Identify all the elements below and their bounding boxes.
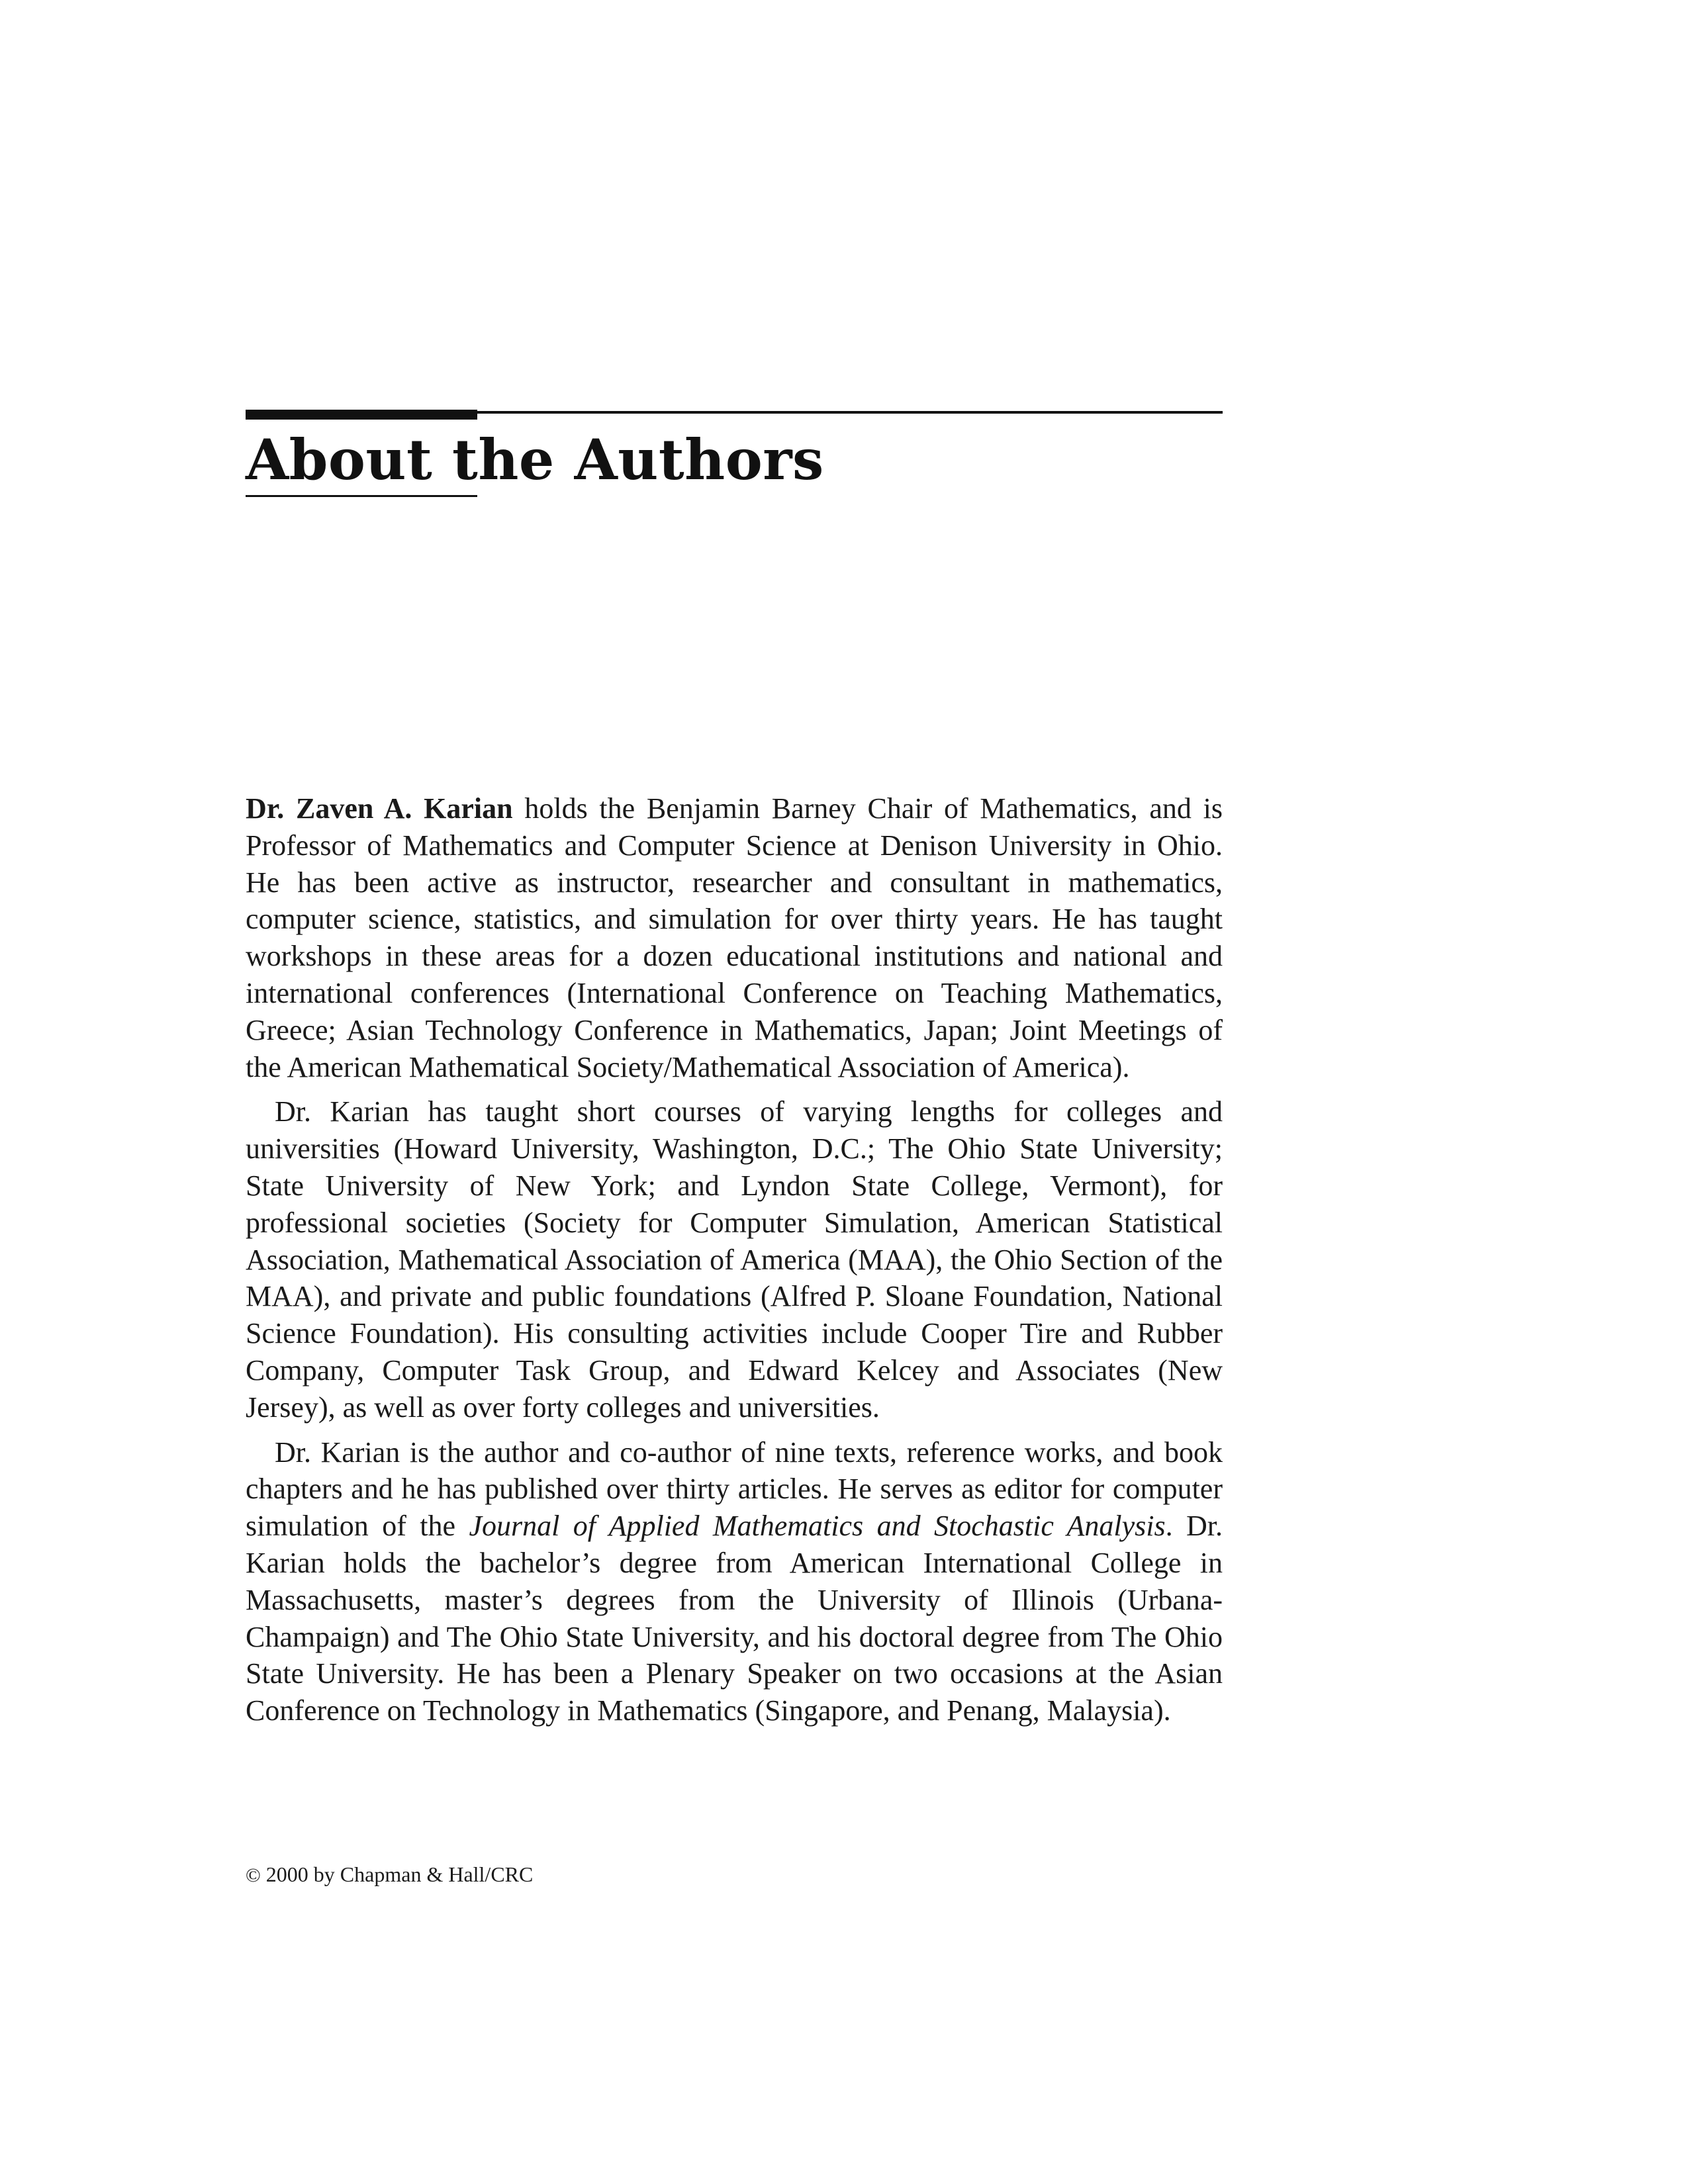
chapter-title: About the Authors [246,427,824,492]
author-name: Dr. Zaven A. Karian [246,792,513,825]
body-text [246,790,1223,1737]
journal-title: Journal of Applied Mathematics and Stochastic Analysis [469,1510,1166,1543]
bio-paragraph-3-before: Dr. Karian is the author and co-author of nine texts, reference works, and book chapters and he has published over thirty articles. He serves as editor for computer simulation of the [246,1435,1223,1543]
bio-paragraph-2: Dr. Karian has taught short courses of varying lengths for colleges and universities (Howard University, Washington, D.C.; The Ohio State University; State University of New York; and Lyndon State College, Vermont), for professional societies (Society for Computer Simulation, American Statistical Association, Mathematical Association of America (MAA), the Ohio Section of the MAA), and private and public foundations (Alfred P. Sloane Foundation, National Science Foundation). His consulting activities include Cooper Tire and Rubber Company, Computer Task Group, and Edward Kelcey and Associates (New Jersey), as well as over forty colleges and universities. [246,1095,1223,1424]
footer-text: 2000 by Chapman & Hall/CRC [265,1862,534,1886]
bio-paragraph-3 [246,1434,1223,1729]
rule-under-title [246,495,477,497]
bio-paragraph-1 [246,790,1223,1085]
footer [246,1861,533,1889]
bio-paragraph-3-after: . Dr. Karian holds the bachelor’s degree from American International College in Massachusetts, master’s degrees from the University of Illinois (Urbana-Champaign) and The Ohio State University, and his doctoral degree from The Ohio State University. He has been a Plenary Speaker on two occasions at the Asian Conference on Technology in Mathematics (Singapore, and Penang, Malaysia). [246,1510,1223,1727]
copyright-icon: © [246,1864,261,1886]
bio-paragraph-1-text: holds the Benjamin Barney Chair of Mathematics, and is Professor of Mathematics and Computer Science at Denison University in Ohio. He has been active as instructor, researcher and consultant in mathematics, computer science, statistics, and simulation for over thirty years. He has taught workshops in these areas for a dozen educational institutions and national and international conferences (International Conference on Teaching Mathematics, Greece; Asian Technology Conference in Mathematics, Japan; Joint Meetings of the American Mathematical Society/Mathematical Association of America). [246,792,1223,1083]
rule-thick [246,410,477,420]
